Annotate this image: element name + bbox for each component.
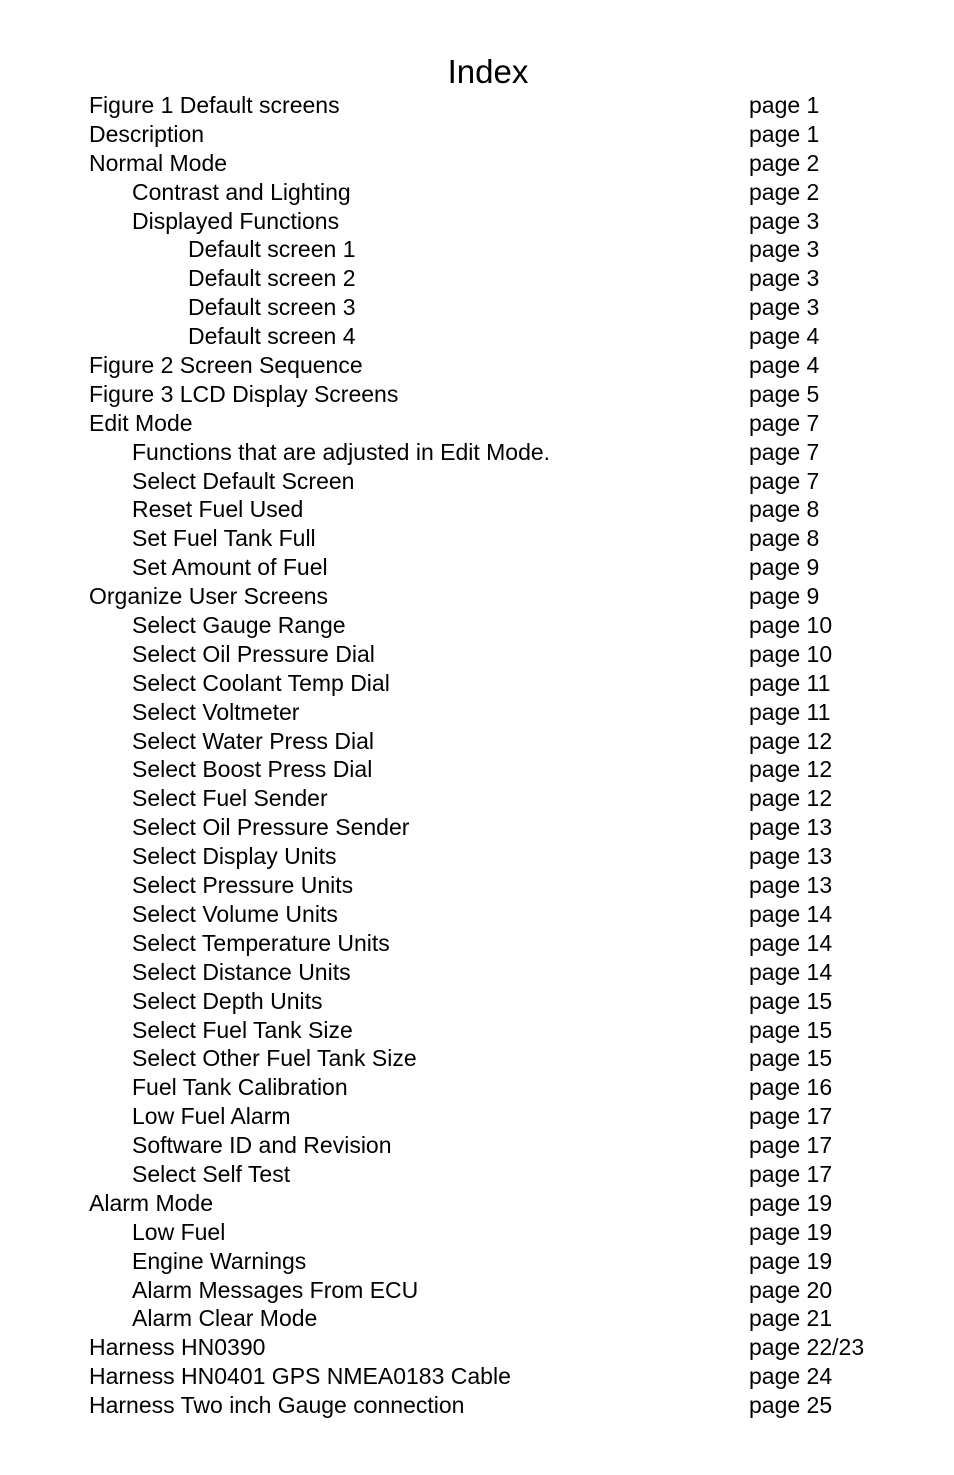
index-entry [0,1218,954,1247]
index-entry-page: page 12 [749,785,833,812]
index-entry-label: Select Gauge Range [132,612,346,639]
index-entry-label: Alarm Mode [89,1189,213,1216]
index-entry-label: Select Water Press Dial [132,727,374,754]
index-entry-page: page 15 [749,987,833,1014]
index-entry [0,900,954,929]
index-entry-page: page 4 [749,352,820,379]
index-entry-label: Default screen 4 [188,323,356,350]
index-entry [0,1391,954,1420]
index-entry-page: page 15 [749,1045,833,1072]
index-entry-page: page 14 [749,958,833,985]
index-entry-label: Set Amount of Fuel [132,554,328,581]
index-entry-label: Organize User Screens [89,583,329,610]
index-entry [0,467,954,496]
index-entry-label: Default screen 2 [188,265,356,292]
index-entry [0,322,954,351]
index-entry-label: Select Coolant Temp Dial [132,669,390,696]
index-entry [0,293,954,322]
index-entry [0,958,954,987]
index-entry-page: page 4 [749,323,820,350]
index-entry-page: page 17 [749,1103,833,1130]
index-entry-label: Set Fuel Tank Full [132,525,316,552]
index-entry-label: Select Pressure Units [132,872,354,899]
index-entry [0,1189,954,1218]
index-entry-label: Edit Mode [89,409,193,436]
index-entry [0,351,954,380]
index-entry-label: Description [89,120,205,147]
index-entry-page: page 3 [749,265,820,292]
index-entry-label: Normal Mode [89,149,228,176]
index-entry-label: Harness Two inch Gauge connection [89,1392,465,1419]
index-entry-page: page 3 [749,294,820,321]
index-entry [0,611,954,640]
index-entry-label: Low Fuel Alarm [132,1103,291,1130]
index-entry-page: page 7 [749,438,820,465]
index-entry [0,409,954,438]
index-entry-page: page 24 [749,1363,833,1390]
index-entry-label: Engine Warnings [132,1247,307,1274]
index-entry-page: page 20 [749,1276,833,1303]
index-entry [0,149,954,178]
index-entry [0,987,954,1016]
index-entry [0,813,954,842]
index-entry-label: Select Volume Units [132,900,338,927]
index-entry-page: page 22/23 [749,1334,865,1361]
index-entry-page: page 14 [749,929,833,956]
index-entry-page: page 3 [749,236,820,263]
index-entry-label: Software ID and Revision [132,1132,392,1159]
index-entry [0,1333,954,1362]
index-entry-label: Select Self Test [132,1160,291,1187]
index-entry-label: Figure 2 Screen Sequence [89,352,363,379]
index-entry-label: Select Other Fuel Tank Size [132,1045,417,1072]
index-entry-label: Select Oil Pressure Sender [132,814,410,841]
index-entry [0,495,954,524]
index-entry-page: page 9 [749,583,820,610]
page-title: Index [447,53,529,90]
index-entry [0,235,954,264]
index-entry-label: Alarm Messages From ECU [132,1276,419,1303]
index-entry-page: page 19 [749,1247,833,1274]
index-entry [0,524,954,553]
index-entry-page: page 7 [749,467,820,494]
index-entry-page: page 14 [749,900,833,927]
index-entry-label: Select Boost Press Dial [132,756,373,783]
index-entry-label: Harness HN0390 [89,1334,266,1361]
index-entry-label: Select Voltmeter [132,698,300,725]
index-entry-label: Select Display Units [132,843,337,870]
index-entry-label: Default screen 1 [188,236,356,263]
index-entry-page: page 10 [749,612,833,639]
index-entry [0,1044,954,1073]
index-entry-label: Select Temperature Units [132,929,390,956]
index-entry [0,1016,954,1045]
index-entry [0,553,954,582]
index-entry-page: page 19 [749,1189,833,1216]
index-entry-page: page 7 [749,409,820,436]
index-entry [0,640,954,669]
index-entry-page: page 9 [749,554,820,581]
index-entry [0,207,954,236]
index-entry [0,1131,954,1160]
index-entry [0,929,954,958]
index-entry-page: page 8 [749,525,820,552]
index-entry [0,438,954,467]
index-entry [0,669,954,698]
index-entry-label: Harness HN0401 GPS NMEA0183 Cable [89,1363,511,1390]
index-entry [0,582,954,611]
index-entry [0,871,954,900]
index-entry-page: page 11 [749,669,831,696]
index-entry-page: page 1 [749,120,820,147]
index-entry-page: page 5 [749,380,820,407]
index-entry [0,1304,954,1333]
index-entry [0,698,954,727]
index-entry-label: Reset Fuel Used [132,496,304,523]
index-entry-page: page 2 [749,149,820,176]
index-entry-page: page 13 [749,843,833,870]
index-list [0,91,954,1420]
index-entry-label: Select Fuel Tank Size [132,1016,353,1043]
index-entry-label: Default screen 3 [188,294,356,321]
index-entry-label: Low Fuel [132,1218,226,1245]
index-entry [0,1073,954,1102]
index-entry-page: page 2 [749,178,820,205]
index-entry [0,1362,954,1391]
index-entry-page: page 10 [749,640,833,667]
index-entry-label: Select Fuel Sender [132,785,328,812]
index-entry-label: Select Distance Units [132,958,351,985]
index-entry-label: Fuel Tank Calibration [132,1074,348,1101]
index-entry-label: Select Depth Units [132,987,323,1014]
index-entry [0,755,954,784]
index-entry [0,784,954,813]
index-entry-page: page 13 [749,872,833,899]
index-entry [0,264,954,293]
index-entry [0,727,954,756]
index-entry [0,1247,954,1276]
index-entry-label: Alarm Clear Mode [132,1305,318,1332]
index-entry-page: page 11 [749,698,831,725]
index-entry [0,842,954,871]
index-entry-label: Figure 3 LCD Display Screens [89,380,399,407]
index-entry-page: page 3 [749,207,820,234]
index-entry-page: page 16 [749,1074,833,1101]
index-entry [0,1160,954,1189]
index-entry [0,1276,954,1305]
index-entry-page: page 17 [749,1132,833,1159]
index-entry-page: page 8 [749,496,820,523]
index-entry-page: page 21 [749,1305,833,1332]
index-entry-page: page 25 [749,1392,833,1419]
index-entry-label: Contrast and Lighting [132,178,351,205]
index-entry-label: Displayed Functions [132,207,340,234]
index-entry [0,1102,954,1131]
index-entry [0,178,954,207]
index-entry [0,91,954,120]
index-entry-label: Select Oil Pressure Dial [132,640,375,667]
index-entry-page: page 19 [749,1218,833,1245]
index-entry-page: page 12 [749,727,833,754]
index-entry-page: page 13 [749,814,833,841]
index-entry [0,380,954,409]
index-entry-page: page 12 [749,756,833,783]
index-entry-page: page 17 [749,1160,833,1187]
index-entry [0,120,954,149]
index-entry-label: Functions that are adjusted in Edit Mode. [132,438,551,465]
index-entry-page: page 15 [749,1016,833,1043]
index-entry-label: Figure 1 Default screens [89,92,340,118]
index-entry-label: Select Default Screen [132,467,355,494]
index-entry-page: page 1 [749,92,820,118]
